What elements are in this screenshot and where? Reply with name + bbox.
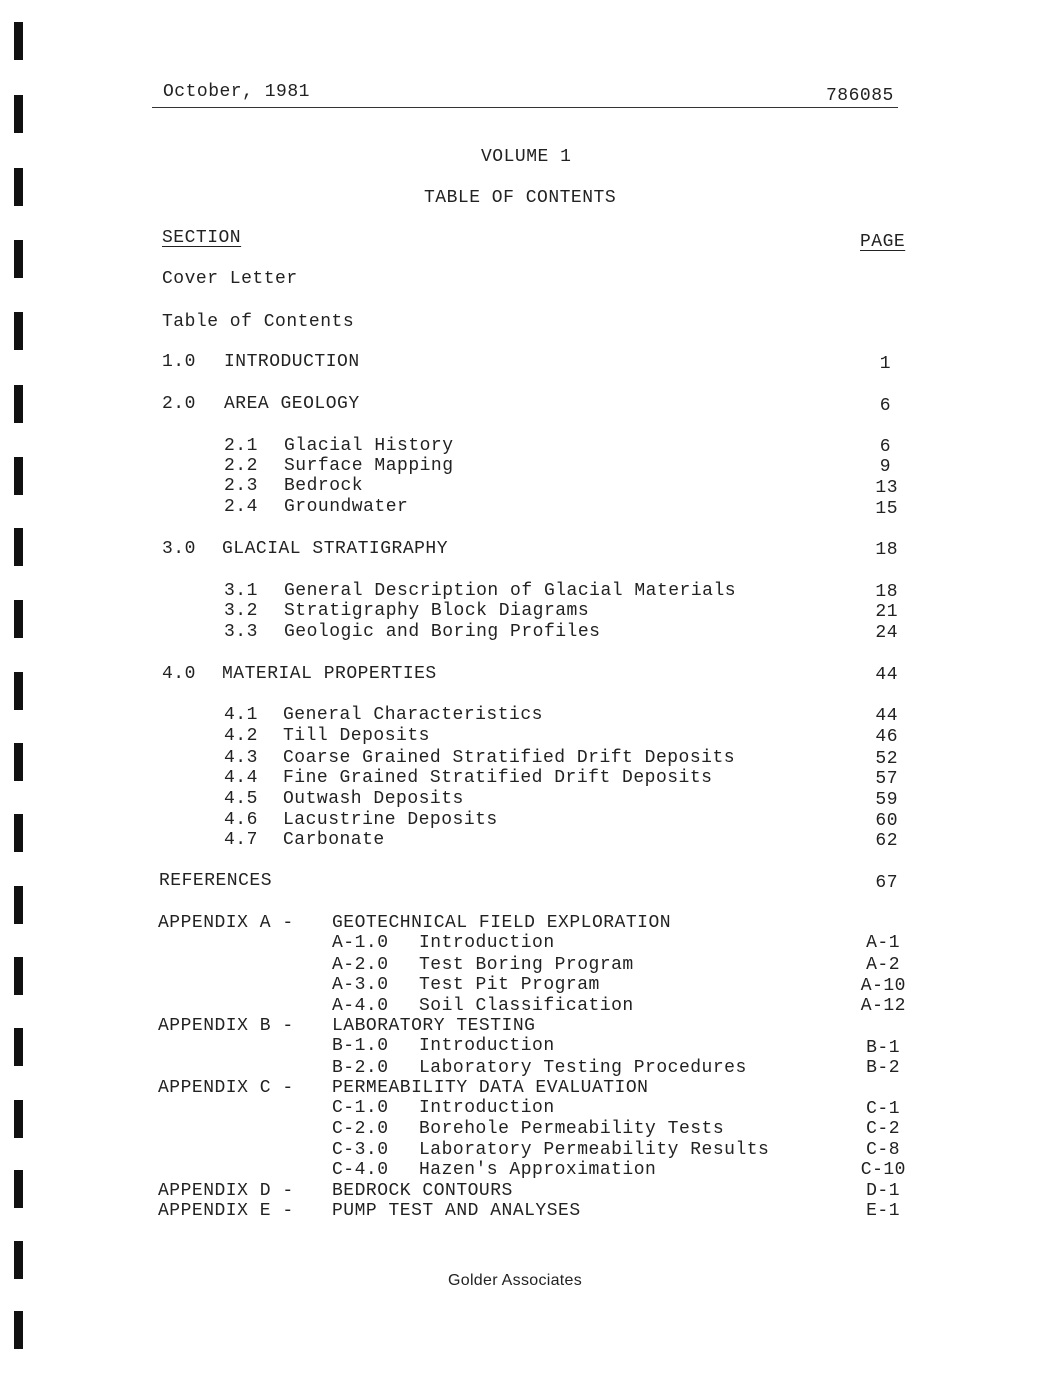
appendix-item-code: B-2.0 — [332, 1058, 389, 1078]
subsection-page: 62 — [875, 831, 898, 851]
appendix-item-page: C-8 — [866, 1140, 900, 1160]
appendix-item-title: Introduction — [419, 1036, 555, 1056]
subsection-page: 15 — [875, 499, 898, 519]
appendix-page: E-1 — [866, 1201, 900, 1221]
header-doc-number: 786085 — [826, 86, 894, 106]
appendix-item-page: A-12 — [860, 996, 906, 1016]
appendix-item-title: Soil Classification — [419, 996, 634, 1016]
appendix-item-code: C-3.0 — [332, 1140, 389, 1160]
subsection-title: Carbonate — [283, 830, 385, 850]
appendix-item-code: A-1.0 — [332, 933, 389, 953]
header-rule — [152, 107, 898, 108]
appendix-item-code: C-4.0 — [332, 1160, 389, 1180]
subsection-title: Coarse Grained Stratified Drift Deposits — [283, 748, 736, 768]
punch-mark — [14, 385, 23, 423]
punch-mark — [14, 168, 23, 206]
subsection-title: Glacial History — [284, 436, 454, 456]
appendix-label: APPENDIX E - — [158, 1201, 294, 1221]
appendix-item-page: C-2 — [866, 1119, 900, 1139]
subsection-number: 4.1 — [224, 705, 258, 725]
subsection-title: General Description of Glacial Materials — [284, 581, 737, 601]
section-page: 44 — [875, 665, 898, 685]
subsection-title: Till Deposits — [283, 726, 430, 746]
appendix-item-page: A-1 — [866, 933, 900, 953]
appendix-item-title: Introduction — [419, 933, 555, 953]
appendix-item-page: C-1 — [866, 1099, 900, 1119]
page-column-header: PAGE — [860, 232, 906, 252]
subsection-title: Geologic and Boring Profiles — [284, 622, 601, 642]
punch-mark — [14, 1241, 23, 1279]
appendix-title: PERMEABILITY DATA EVALUATION — [332, 1078, 649, 1098]
subsection-page: 59 — [875, 790, 898, 810]
subsection-page: 9 — [879, 457, 891, 477]
appendix-item-code: C-2.0 — [332, 1119, 389, 1139]
appendix-label: APPENDIX B - — [158, 1016, 294, 1036]
section-page: 6 — [879, 396, 891, 416]
appendix-item-title: Hazen's Approximation — [419, 1160, 657, 1180]
section-page: 18 — [875, 540, 898, 560]
punch-mark — [14, 457, 23, 495]
appendix-item-page: B-2 — [866, 1058, 900, 1078]
subsection-title: Bedrock — [284, 476, 364, 496]
appendix-page: D-1 — [866, 1181, 900, 1201]
punch-mark — [14, 743, 23, 781]
subsection-title: General Characteristics — [283, 705, 543, 725]
references-label: REFERENCES — [159, 871, 273, 891]
subsection-page: 6 — [879, 437, 891, 457]
volume-title: VOLUME 1 — [481, 147, 572, 167]
front-item: Table of Contents — [162, 312, 355, 332]
appendix-item-page: C-10 — [860, 1160, 906, 1180]
section-title: GLACIAL STRATIGRAPHY — [222, 539, 449, 559]
section-title: MATERIAL PROPERTIES — [222, 664, 437, 684]
subsection-number: 4.3 — [224, 748, 258, 768]
appendix-item-title: Laboratory Testing Procedures — [419, 1058, 747, 1078]
appendix-title: LABORATORY TESTING — [332, 1016, 536, 1036]
appendix-item-title: Test Pit Program — [419, 975, 600, 995]
subsection-number: 3.2 — [224, 601, 258, 621]
subsection-title: Surface Mapping — [284, 456, 454, 476]
appendix-item-page: B-1 — [866, 1038, 900, 1058]
subsection-page: 13 — [875, 478, 898, 498]
footer-company: Golder Associates — [448, 1272, 583, 1289]
punch-mark — [14, 1028, 23, 1066]
appendix-item-page: A-2 — [866, 955, 900, 975]
front-item: Cover Letter — [162, 269, 298, 289]
appendix-title: PUMP TEST AND ANALYSES — [332, 1201, 581, 1221]
references-page: 67 — [875, 873, 898, 893]
subsection-number: 4.4 — [224, 768, 258, 788]
subsection-title: Stratigraphy Block Diagrams — [284, 601, 590, 621]
header-date: October, 1981 — [163, 82, 310, 102]
section-number: 3.0 — [162, 539, 196, 559]
section-number: 4.0 — [162, 664, 196, 684]
punch-mark — [14, 672, 23, 710]
section-number: 1.0 — [162, 352, 196, 372]
subsection-number: 4.2 — [224, 726, 258, 746]
punch-mark — [14, 600, 23, 638]
subsection-page: 57 — [875, 769, 898, 789]
subsection-title: Outwash Deposits — [283, 789, 464, 809]
appendix-item-code: C-1.0 — [332, 1098, 389, 1118]
appendix-item-page: A-10 — [860, 976, 906, 996]
subsection-page: 44 — [875, 706, 898, 726]
section-title: AREA GEOLOGY — [224, 394, 360, 414]
punch-mark — [14, 312, 23, 350]
subsection-number: 4.6 — [224, 810, 258, 830]
punch-mark — [14, 22, 23, 60]
appendix-label: APPENDIX D - — [158, 1181, 294, 1201]
punch-mark — [14, 1311, 23, 1349]
toc-title: TABLE OF CONTENTS — [424, 188, 617, 208]
appendix-title: BEDROCK CONTOURS — [332, 1181, 513, 1201]
appendix-label: APPENDIX A - — [158, 913, 294, 933]
subsection-page: 60 — [875, 811, 898, 831]
punch-mark — [14, 1100, 23, 1138]
subsection-page: 21 — [875, 602, 898, 622]
appendix-item-title: Borehole Permeability Tests — [419, 1119, 725, 1139]
punch-mark — [14, 814, 23, 852]
section-number: 2.0 — [162, 394, 196, 414]
subsection-page: 18 — [875, 582, 898, 602]
punch-mark — [14, 886, 23, 924]
appendix-item-title: Laboratory Permeability Results — [419, 1140, 770, 1160]
section-page: 1 — [879, 354, 891, 374]
appendix-label: APPENDIX C - — [158, 1078, 294, 1098]
section-column-header: SECTION — [162, 228, 242, 248]
subsection-title: Lacustrine Deposits — [283, 810, 498, 830]
section-title: INTRODUCTION — [224, 352, 360, 372]
appendix-item-code: A-2.0 — [332, 955, 389, 975]
punch-mark — [14, 957, 23, 995]
appendix-item-code: A-4.0 — [332, 996, 389, 1016]
subsection-number: 4.7 — [224, 830, 258, 850]
appendix-item-title: Introduction — [419, 1098, 555, 1118]
subsection-number: 2.3 — [224, 476, 258, 496]
subsection-page: 52 — [875, 749, 898, 769]
appendix-item-code: B-1.0 — [332, 1036, 389, 1056]
subsection-number: 4.5 — [224, 789, 258, 809]
subsection-title: Fine Grained Stratified Drift Deposits — [283, 768, 713, 788]
punch-mark — [14, 1170, 23, 1208]
subsection-number: 2.4 — [224, 497, 258, 517]
subsection-number: 3.3 — [224, 622, 258, 642]
subsection-number: 3.1 — [224, 581, 258, 601]
subsection-page: 24 — [875, 623, 898, 643]
punch-mark — [14, 528, 23, 566]
punch-mark — [14, 240, 23, 278]
appendix-item-title: Test Boring Program — [419, 955, 634, 975]
subsection-title: Groundwater — [284, 497, 409, 517]
subsection-number: 2.2 — [224, 456, 258, 476]
appendix-title: GEOTECHNICAL FIELD EXPLORATION — [332, 913, 672, 933]
subsection-page: 46 — [875, 727, 898, 747]
punch-mark — [14, 95, 23, 133]
subsection-number: 2.1 — [224, 436, 258, 456]
appendix-item-code: A-3.0 — [332, 975, 389, 995]
